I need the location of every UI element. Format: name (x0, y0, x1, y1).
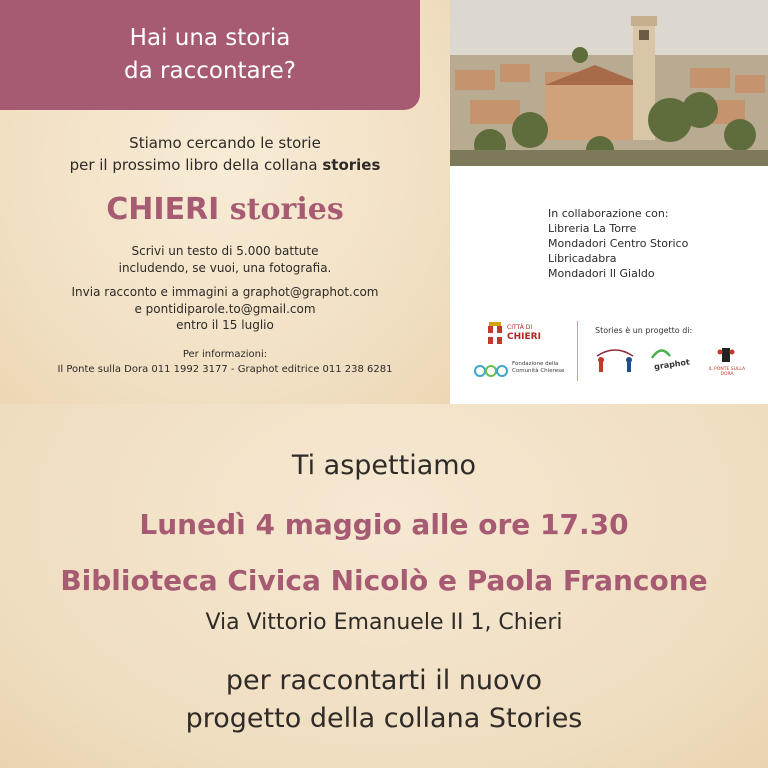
instructions-send (0, 284, 450, 334)
purpose-line-1: per raccontarti il nuovo (225, 665, 543, 696)
title-stories: stories (229, 192, 344, 227)
collaboration-label: In collaborazione con: (548, 207, 669, 220)
purpose-line-2: progetto della collana Stories (185, 703, 583, 734)
ponti-di-parole-logo-icon (595, 342, 635, 374)
info-contacts: Il Ponte sulla Dora 011 1992 3177 - Graphot editrice 011 238 6281 (57, 364, 393, 375)
partners-panel (450, 166, 768, 404)
banner-line-2: da raccontare? (124, 58, 296, 84)
partner-item: Mondadori Centro Storico (548, 237, 689, 250)
chieri-crest-icon (486, 322, 504, 346)
title-banner (0, 0, 420, 110)
ponte-figure-icon (716, 346, 736, 366)
city-name-label: CHIERI (507, 332, 541, 342)
event-address: Via Vittorio Emanuele II 1, Chieri (205, 610, 563, 635)
deadline-line: entro il 15 luglio (176, 318, 274, 332)
intro-line-2: per il prossimo libro della collana stories (69, 156, 381, 174)
intro-line-1: Stiamo cercando le storie (129, 134, 321, 152)
logos-divider (577, 321, 578, 381)
info-label: Per informazioni: (182, 349, 268, 360)
graphot-logo (650, 346, 690, 376)
poster-panel (0, 0, 450, 404)
event-date: Lunedì 4 maggio alle ore 17.30 (139, 508, 629, 541)
invite-line: Ti aspettiamo (291, 450, 477, 481)
instruction-line: includendo, se vuoi, una fotografia. (118, 260, 332, 275)
instruction-line: Scrivi un testo di 5.000 battute (131, 244, 319, 258)
ponte-sulla-dora-logo (702, 346, 752, 376)
citta-di-chieri-logo (486, 322, 546, 352)
event-venue: Biblioteca Civica Nicolò e Paola Francone (60, 564, 708, 597)
fondazione-logo (474, 361, 574, 385)
info-block (0, 347, 450, 377)
instruction-line: Invia racconto e immagini a graphot@graphot.com (71, 285, 379, 299)
project-label: Stories è un progetto di: (595, 326, 693, 335)
city-top-label: CITTÀ DI (507, 324, 533, 331)
chieri-aerial-photo (450, 0, 768, 166)
banner-line-1: Hai una storia (129, 25, 291, 51)
title-city: CHIERI (106, 192, 220, 227)
event-purpose (0, 662, 768, 738)
fondazione-label: Fondazione della Comunità Chierese (512, 361, 565, 374)
chieri-stories-title (0, 192, 450, 227)
partner-item: Libricadabra (548, 252, 617, 265)
fondazione-symbol-icon (474, 363, 508, 379)
graphot-label: graphot (653, 357, 691, 372)
event-section (0, 404, 768, 768)
partner-item: Mondadori Il Gialdo (548, 267, 655, 280)
instruction-line: e pontidiparole.to@gmail.com (134, 301, 316, 316)
ponte-label: IL PONTE SULLA DORA (708, 367, 746, 377)
city-skyline-illustration (450, 0, 768, 166)
intro-collection-name: stories (322, 156, 381, 174)
partner-item: Libreria La Torre (548, 222, 637, 235)
instructions-write (0, 243, 450, 276)
collaboration-block (548, 206, 688, 281)
intro-text (0, 132, 450, 176)
